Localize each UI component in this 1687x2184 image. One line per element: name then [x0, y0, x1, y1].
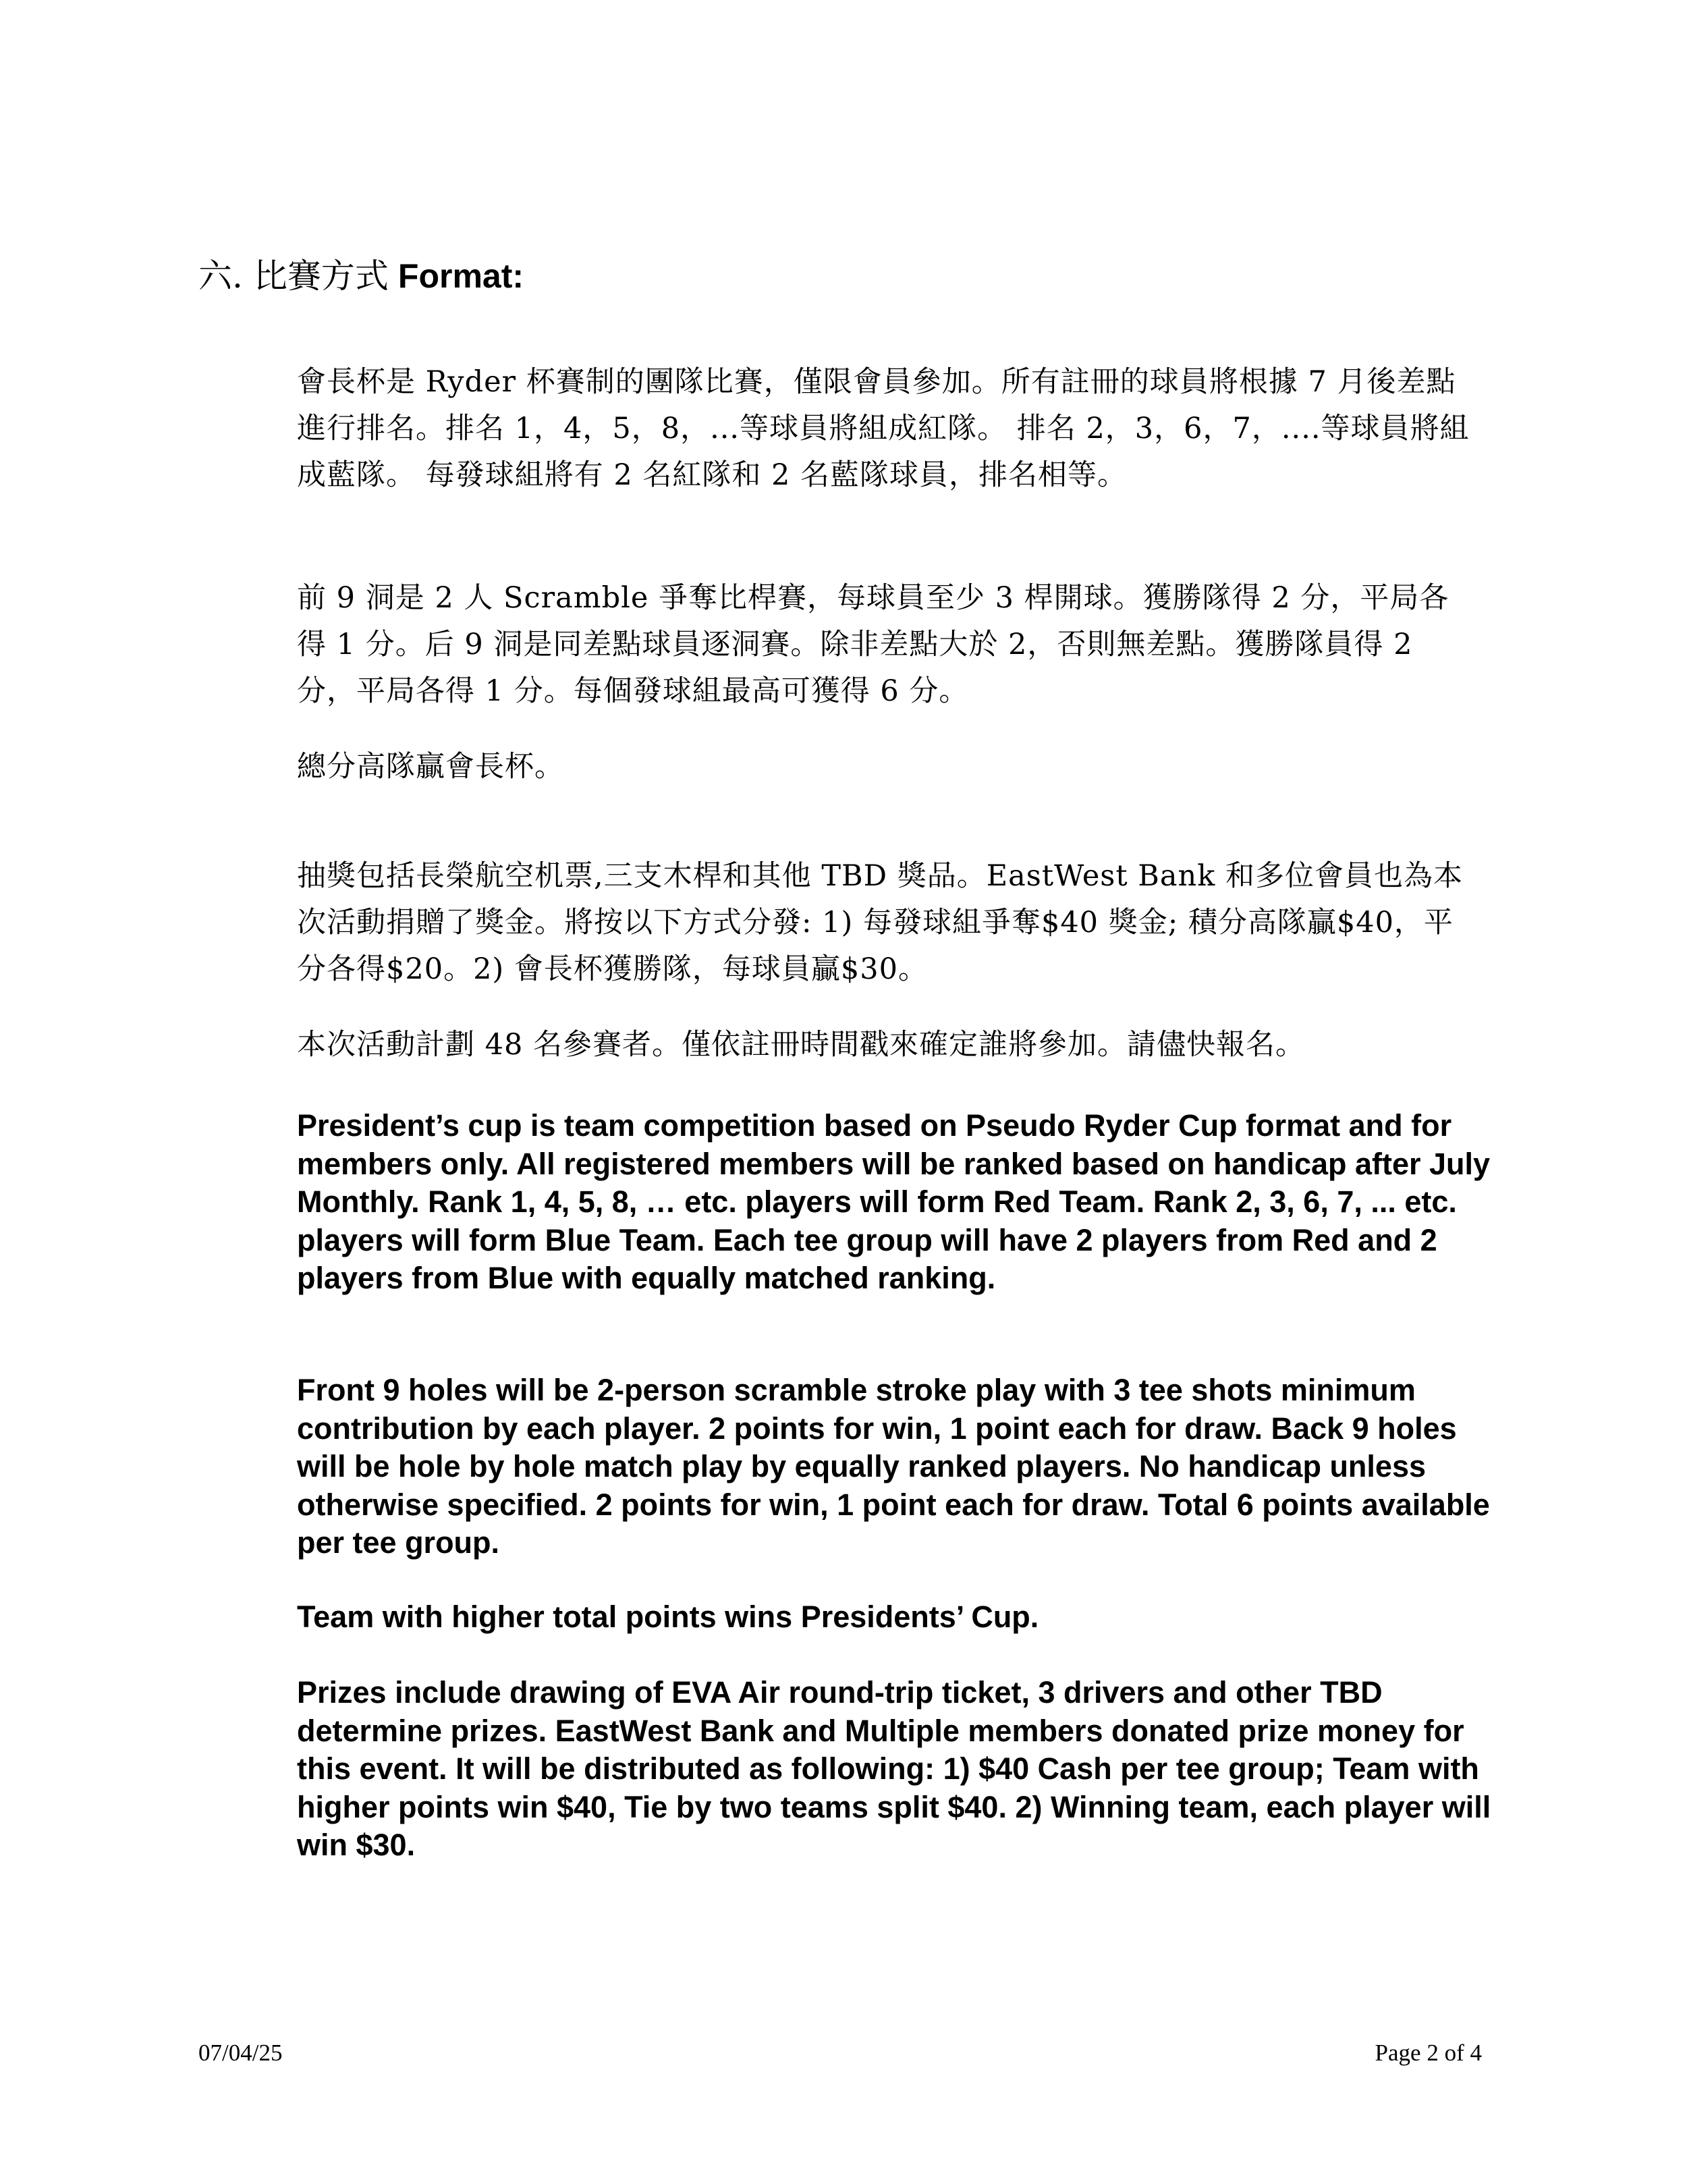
- en-paragraph-winner: Team with higher total points wins Presidents’ Cup.: [297, 1600, 1039, 1634]
- section-heading: [198, 255, 524, 297]
- section-title-zh: 比賽方式: [253, 256, 389, 296]
- zh-paragraph-registration: 本次活動計劃 48 名參賽者。僅依註冊時間戳來確定誰將參加。請儘快報名。: [297, 1028, 1306, 1062]
- zh-paragraph-winner: 總分高隊贏會長杯。: [297, 750, 564, 784]
- en-paragraph-team-format: President’s cup is team competition based on Pseudo Ryder Cup format and for members only. All registered members will be ranked based on handicap after July Monthly. Rank 1, 4, 5, 8, … etc. players will form Red Team. Rank 2, 3, 6, 7, ... etc. players will form Blue Team. Each tee group will have 2 players from Red and 2 players from Blue with equally matched ranking.: [297, 1108, 1491, 1295]
- footer-page-number: Page 2 of 4: [1375, 2040, 1482, 2066]
- en-paragraph-scoring: Front 9 holes will be 2-person scramble stroke play with 3 tee shots minimum contribution by each player. 2 points for win, 1 point each for draw. Back 9 holes will be hole by hole match play by equally ranked players. No handicap unless otherwise specified. 2 points for win, 1 point each for draw. Total 6 points available per tee group.: [297, 1373, 1490, 1560]
- zh-paragraph-team-format: 會長杯是 Ryder 杯賽制的團隊比賽，僅限會員參加。所有註冊的球員將根據 7 月後差點進行排名。排名 1，4，5，8，...等球員將組成紅隊。 排名 2，3，6，7，....等球員將組成藍隊。 每發球組將有 2 名紅隊和 2 名藍隊球員，排名相等。: [297, 365, 1470, 492]
- section-title-en: Format:: [397, 257, 524, 295]
- en-paragraph-prizes: Prizes include drawing of EVA Air round-trip ticket, 3 drivers and other TBD determine prizes. EastWest Bank and Multiple members donated prize money for this event. It will be distributed as following: 1) $40 Cash per tee group; Team with higher points win $40, Tie by two teams split $40. 2) Winning team, each player will win $30.: [297, 1675, 1491, 1862]
- zh-paragraph-scoring: 前 9 洞是 2 人 Scramble 爭奪比桿賽，每球員至少 3 桿開球。獲勝隊得 2 分，平局各得 1 分。后 9 洞是同差點球員逐洞賽。除非差點大於 2，否則無差點。獲勝隊員得 2 分，平局各得 1 分。每個發球組最高可獲得 6 分。: [297, 581, 1449, 708]
- zh-paragraph-prizes: 抽獎包括長榮航空机票,三支木桿和其他 TBD 獎品。EastWest Bank 和多位會員也為本次活動捐贈了獎金。將按以下方式分發: 1) 每發球組爭奪$40 獎金; 積分高隊贏$40，平分各得$20。2) 會長杯獲勝隊，每球員贏$30。: [297, 859, 1463, 986]
- section-number: 六.: [198, 256, 243, 296]
- footer-date: 07/04/25: [198, 2040, 283, 2066]
